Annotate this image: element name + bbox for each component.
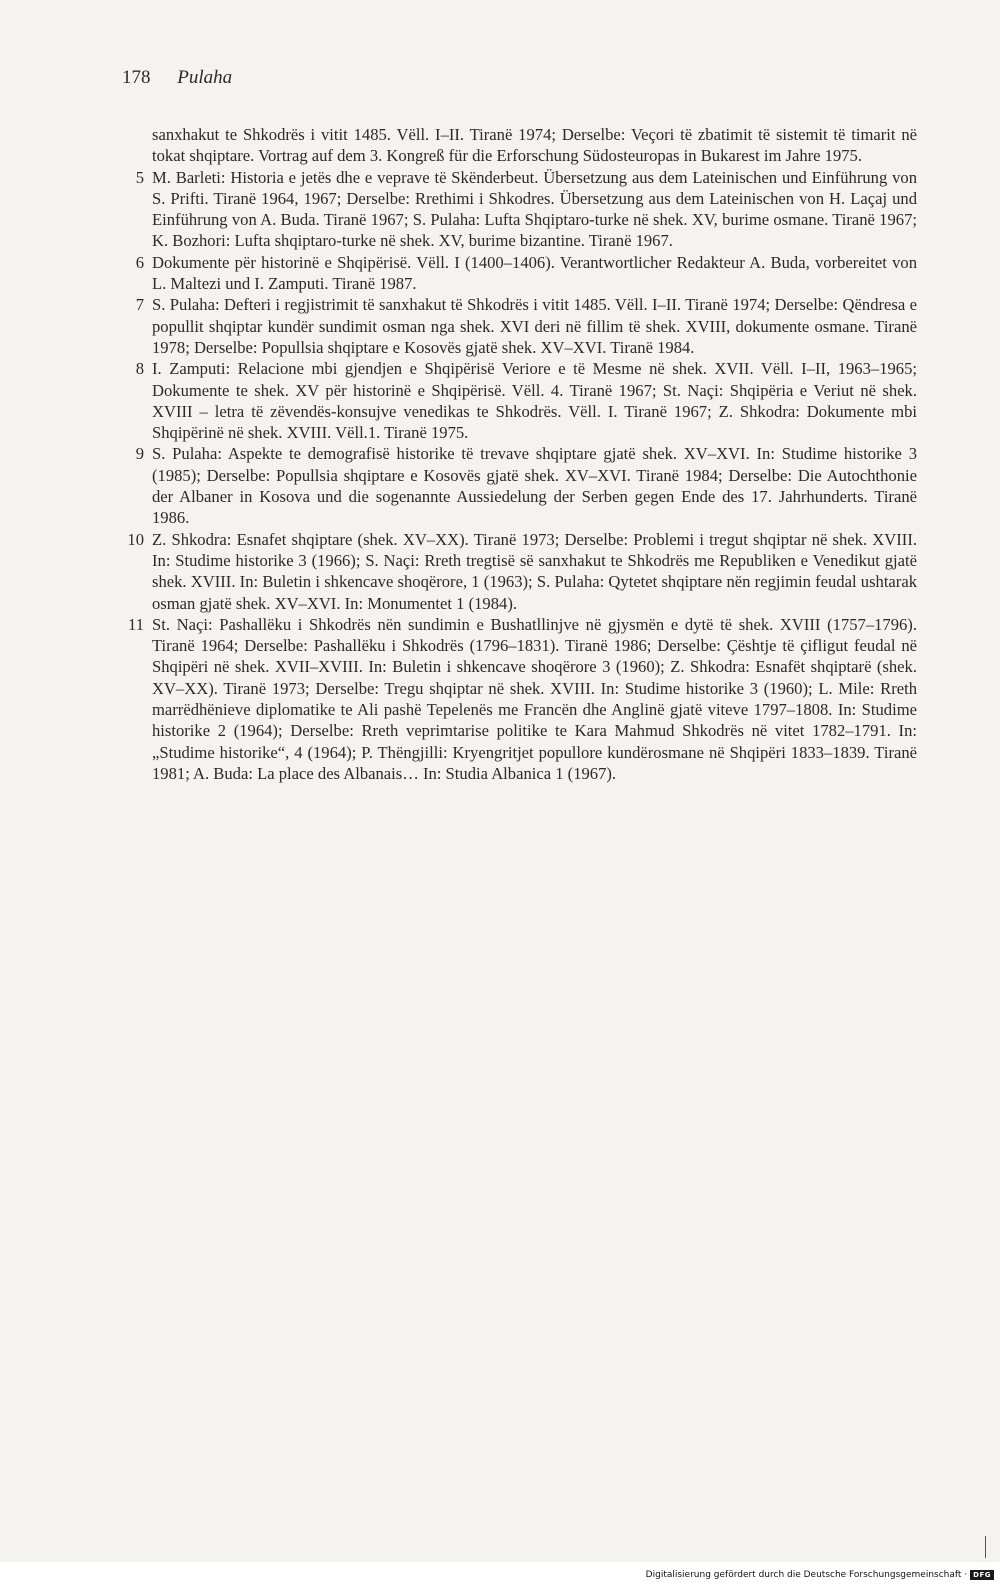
endnote-number: 5 [135,167,144,187]
endnote-6 [125,252,917,295]
endnote-number: 11 [128,614,144,634]
endnote-5 [125,167,917,252]
digitization-footer [0,1562,1000,1584]
page-number: 178 [122,67,151,88]
running-head [122,66,232,90]
endnote-text: I. Zamputi: Relacione mbi gjendjen e Shqipërisë Veriore e të Mesme në shek. XVII. Vëll. I–II, 1963–1965; Dokumente te shek. XV për historinë e Shqipërisë. Vëll. 4. Tiranë 1967; St. Naçi: Shqipëria e Veriut në shek. XVIII – letra të zëvendës-konsujve venedikas te Shkodrës. Vëll. I. Tiranë 1967; Z. Shkodra: Dokumente mbi Shqipërinë në shek. XVIII. Vëll.1. Tiranë 1975. [152,359,917,443]
credit-text: Digitalisierung gefördert durch die Deutsche Forschungsgemeinschaft · [645,1570,968,1580]
endnote-text: M. Barleti: Historia e jetës dhe e veprave të Skënderbeut. Übersetzung aus dem Lateinischen und Einführung von S. Prifti. Tiranë 1964, 1967; Derselbe: Rrethimi i Shkodres. Übersetzung aus dem Lateinischen von H. Laçaj und Einführung von A. Buda. Tiranë 1967; S. Pulaha: Lufta Shqiptaro-turke në shek. XV, burime osmane. Tiranë 1967; K. Bozhori: Lufta shqiptaro-turke në shek. XV, burime bizantine. Tiranë 1967. [152,167,917,251]
dfg-logo: DFG [970,1570,994,1580]
endnote-number: 8 [135,359,144,379]
endnote-text: S. Pulaha: Aspekte te demografisë historike të trevave shqiptare gjatë shek. XV–XVI. In: Studime historike 3 (1985); Derselbe: Popullsia shqiptare e Kosovës gjatë shek. XV–XVI. Tiranë 1984; Derselbe: Die Autochthonie der Albaner in Kosova und die sogenannte Aussiedelung der Serben gegen Ende des 17. Jahrhunderts. Tiranë 1986. [152,444,917,528]
endnote-9 [125,443,917,528]
endnote-number: 6 [135,252,144,272]
digitization-credit [646,1570,994,1580]
endnote-text: Dokumente për historinë e Shqipërisë. Vëll. I (1400–1406). Verantwortlicher Redakteur A. Buda, vorbereitet von L. Maltezi und I. Zamputi. Tiranë 1987. [152,252,917,294]
endnote-text: sanxhakut te Shkodrës i vitit 1485. Vëll. I–II. Tiranë 1974; Derselbe: Veçori të zbatimit të sistemit të timarit në tokat shqiptare. Vortrag auf dem 3. Kongreß für die Erforschung Südosteuropas in Bukarest im Jahre 1975. [152,125,917,166]
endnote-8 [125,358,917,443]
endnote-text: St. Naçi: Pashallëku i Shkodrës nën sundimin e Bushatllinjve në gjysmën e dytë të shek. XVIII (1757–1796). Tiranë 1964; Derselbe: Pashallëku i Shkodrës (1796–1831). Tiranë 1986; Derselbe: Çështje të çifligut feudal në Shqipëri në shek. XVII–XVIII. In: Buletin i shkencave shoqërore 3 (1960); Z. Shkodra: Esnafët shqiptarë (shek. XV–XX). Tiranë 1973; Derselbe: Tregu shqiptar në shek. XVIII. In: Studime historike 3 (1960); L. Mile: Rreth marrëdhënieve diplomatike te Ali pashë Tepelenës me Francën dhe Anglinë gjatë viteve 1797–1808. In: Studime historike 2 (1964); Derselbe: Rreth veprimtarise politike te Kara Mahmud Shkodrës në vitet 1782–1791. In: „Studime historike“, 4 (1964); P. Thëngjilli: Kryengritjet popullore kundërosmane në Shqipëri 1833–1839. Tiranë 1981; A. Buda: La place des Albanais… In: Studia Albanica 1 (1967). [152,614,917,783]
page-edge-line [985,1536,986,1558]
endnote-text: Z. Shkodra: Esnafet shqiptare (shek. XV–XX). Tiranë 1973; Derselbe: Problemi i tregut shqiptar në shek. XVIII. In: Studime historike 3 (1966); S. Naçi: Rreth tregtisë së sanxhakut te Shkodrës me Republiken e Venedikut gjatë shek. XVIII. In: Buletin i shkencave shoqërore, 1 (1963); S. Pulaha: Qytetet shqiptare nën regjimin feudal ushtarak osman gjatë shek. XV–XVI. In: Monumentet 1 (1984). [152,529,917,613]
endnote-7 [125,294,917,358]
endnote-continuation [125,124,917,167]
endnote-text: S. Pulaha: Defteri i regjistrimit të sanxhakut të Shkodrës i vitit 1485. Vëll. I–II. Tiranë 1974; Derselbe: Qëndresa e popullit shqiptar kundër sundimit osman nga shek. XVI deri në fillim të shek. XVIII, dokumente osmane. Tiranë 1978; Derselbe: Popullsia shqiptare e Kosovës gjatë shek. XV–XVI. Tiranë 1984. [152,295,917,357]
endnote-number: 10 [127,529,144,549]
endnote-number: 9 [135,444,144,464]
running-head-author: Pulaha [177,67,233,88]
endnote-number: 7 [135,295,144,315]
endnote-10 [125,529,917,614]
endnotes-list [125,124,917,784]
endnote-11 [125,614,917,784]
